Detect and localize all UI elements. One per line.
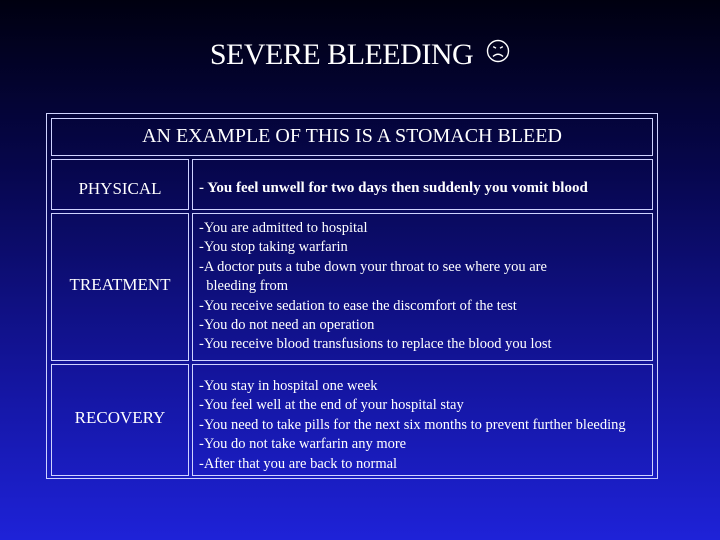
row-label-text: RECOVERY (74, 408, 166, 427)
row-label-physical (51, 159, 189, 210)
table-header: AN EXAMPLE OF THIS IS A STOMACH BLEED (51, 118, 653, 156)
recovery-list (199, 377, 626, 474)
info-table (46, 113, 658, 479)
list-item: -You do not take warfarin any more (199, 436, 407, 453)
slide-title (0, 38, 720, 72)
slide-title-text: SEVERE BLEEDING (209, 38, 474, 71)
row-content-treatment (192, 213, 653, 361)
list-item: -After that you are back to normal (199, 455, 398, 472)
list-item: -You need to take pills for the next six months to prevent further bleeding (199, 416, 626, 433)
row-content-recovery (192, 364, 653, 476)
list-item: -You do not need an operation (199, 317, 375, 334)
list-item: -You receive blood transfusions to replace the blood you lost (199, 336, 552, 353)
row-label-text: TREATMENT (69, 275, 171, 294)
list-item: -You feel well at the end of your hospital stay (199, 397, 464, 414)
row-label-text: PHYSICAL (78, 179, 162, 198)
sad-face-icon (486, 37, 510, 71)
row-label-treatment (51, 213, 189, 361)
treatment-list (199, 219, 552, 355)
list-item: -You are admitted to hospital (199, 220, 368, 236)
list-item: bleeding from (199, 278, 288, 295)
list-item: -You stop taking warfarin (199, 239, 348, 256)
row-content-physical (192, 159, 653, 210)
row-label-recovery (51, 364, 189, 476)
physical-line: - You feel unwell for two days then suddenly you vomit blood (199, 180, 588, 196)
list-item: -A doctor puts a tube down your throat to see where you are (199, 258, 547, 275)
list-item: -You receive sedation to ease the discomfort of the test (199, 297, 517, 314)
list-item: -You stay in hospital one week (199, 378, 378, 394)
